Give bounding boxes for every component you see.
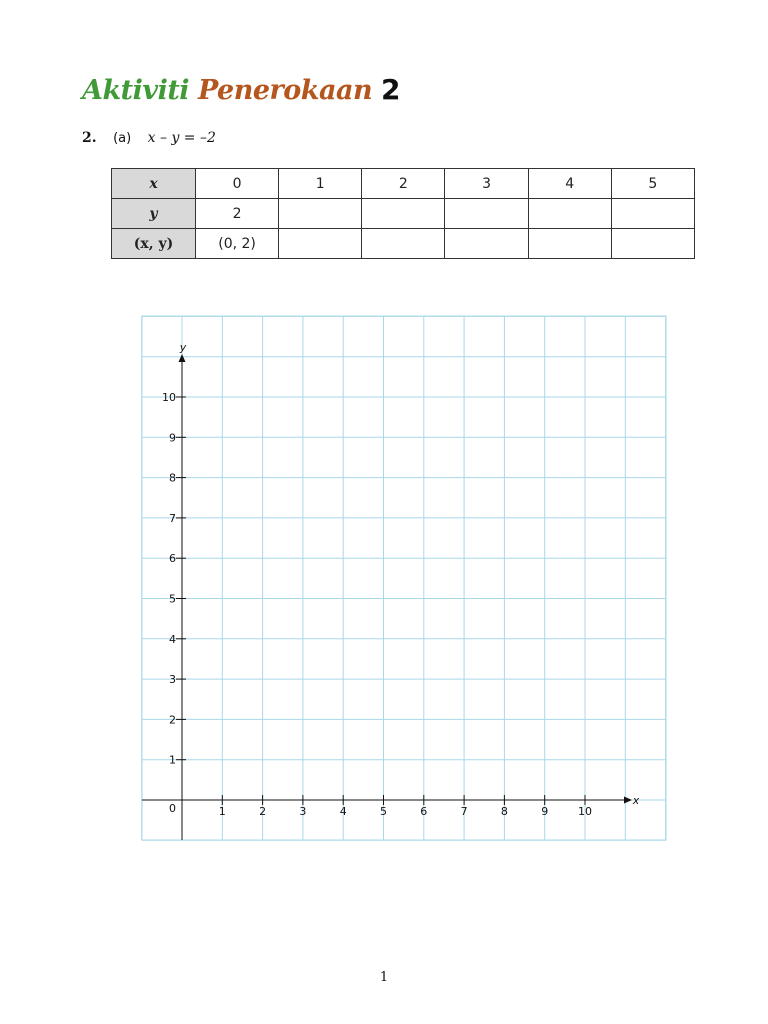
heading-number: 2 xyxy=(381,73,400,106)
x-tick-label: 7 xyxy=(460,805,468,818)
table-cell-x: 0 xyxy=(196,169,279,199)
y-tick-label: 2 xyxy=(169,713,176,727)
y-tick-label: 6 xyxy=(169,552,176,566)
y-tick-label: 7 xyxy=(169,511,176,525)
y-tick-label: 4 xyxy=(169,632,176,646)
x-tick-label: 10 xyxy=(578,805,592,818)
x-tick-label: 5 xyxy=(380,805,387,818)
table-cell-x: 1 xyxy=(279,169,362,199)
x-tick-label: 3 xyxy=(299,805,307,818)
table-cell-y[interactable]: 2 xyxy=(196,199,279,229)
y-tick-label: 9 xyxy=(169,431,176,445)
row-label-y: y xyxy=(112,199,196,229)
origin-label: 0 xyxy=(169,802,176,815)
table-cell-xy[interactable]: (0, 2) xyxy=(196,229,279,259)
table-cell-x: 3 xyxy=(445,169,528,199)
grid-border xyxy=(142,316,666,840)
y-tick-label: 3 xyxy=(169,673,176,687)
x-tick-label: 2 xyxy=(259,805,267,818)
x-tick-label: 6 xyxy=(420,805,428,818)
question-part: (a) xyxy=(113,131,132,146)
y-axis-arrow-icon xyxy=(179,354,186,362)
y-tick-label: 8 xyxy=(169,471,176,485)
x-axis-label: x xyxy=(632,794,640,807)
x-tick-label: 9 xyxy=(541,805,549,818)
heading-word-penerokaan: Penerokaan xyxy=(197,75,373,106)
question-equation: x – y = –2 xyxy=(147,130,216,146)
table-cell-x: 2 xyxy=(362,169,445,199)
x-tick-label: 8 xyxy=(500,805,508,818)
x-tick-label: 4 xyxy=(339,805,347,818)
table-cell-x: 4 xyxy=(528,169,611,199)
heading-word-aktiviti: Aktiviti xyxy=(82,75,190,106)
page-number: 1 xyxy=(379,970,389,985)
question-number: 2. xyxy=(82,130,97,146)
table-cell-x: 5 xyxy=(611,169,694,199)
row-label-x: x xyxy=(112,169,196,199)
y-tick-label: 1 xyxy=(169,753,176,767)
row-label-xy-text: (x, y) xyxy=(133,235,174,252)
y-axis-label: y xyxy=(179,341,187,354)
y-tick-label: 5 xyxy=(169,592,176,606)
y-tick-label: 10 xyxy=(162,391,176,404)
x-axis-arrow-icon xyxy=(624,797,632,804)
x-tick-label: 1 xyxy=(218,805,226,818)
